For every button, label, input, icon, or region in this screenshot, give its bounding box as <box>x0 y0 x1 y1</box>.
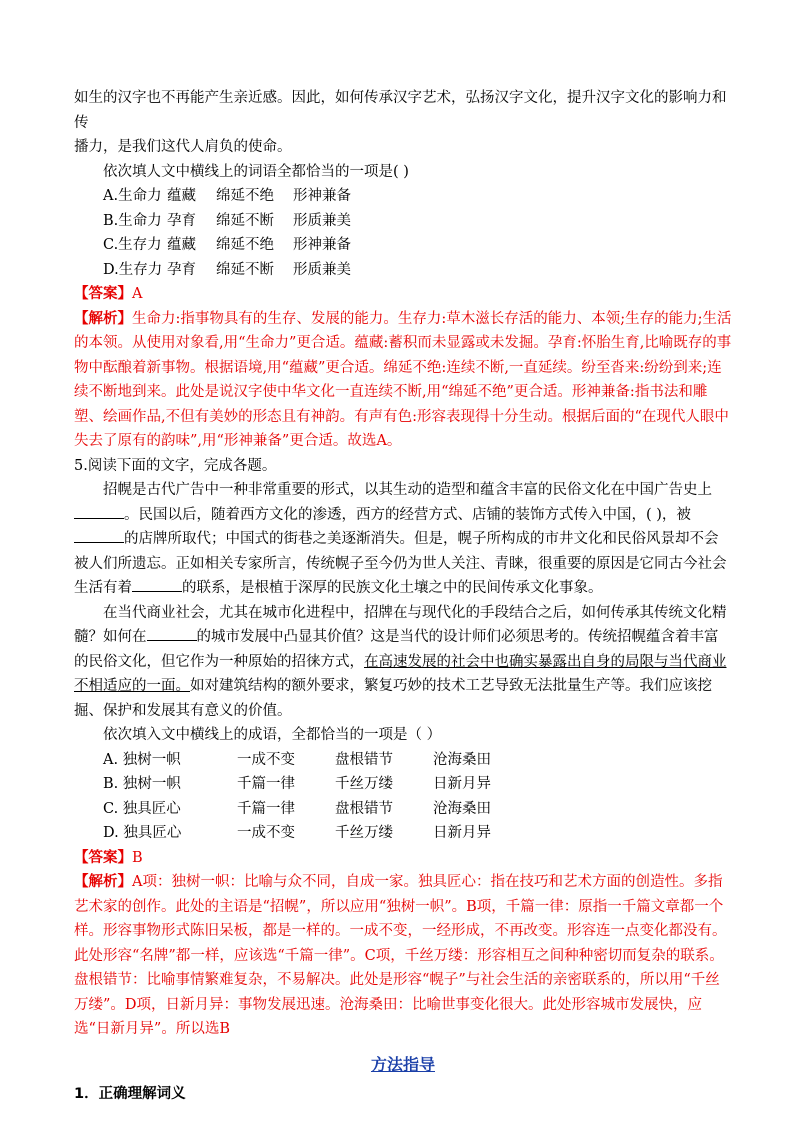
option-cell: B. 独树一帜 <box>103 776 181 792</box>
section-title: 方法指导 <box>370 1054 435 1074</box>
text-segment: 的城市发展中凸显其价值？这是当代的设计师们必须思考的。传统招幌蕴含着丰富的民俗文化，但它作为一种原始的招徕方式， <box>74 629 719 670</box>
option-cell: D.生存力 <box>103 261 163 278</box>
option-cell: 蕴藏 <box>167 188 196 204</box>
q5-option-d <box>74 821 732 846</box>
q5-option-b <box>74 772 732 797</box>
option-cell: 绵延不断 <box>216 212 274 229</box>
q4-analysis <box>74 307 732 454</box>
option-cell: 千篇一律 <box>237 776 295 792</box>
option-cell: A.生命力 <box>103 188 162 204</box>
option-cell: D. 独具匠心 <box>103 825 182 841</box>
q5-option-c <box>74 797 732 822</box>
q4-question: 依次填人文中横线上的词语全都恰当的一项是( ) <box>103 163 409 180</box>
option-cell: 绵延不绝 <box>216 188 274 204</box>
option-cell: C.生存力 <box>103 237 162 253</box>
option-cell: 形神兼备 <box>293 188 351 204</box>
option-cell: 形质兼美 <box>293 212 351 229</box>
intro-line-2: 播力，是我们这代人肩负的使命。 <box>74 139 292 155</box>
option-cell: A. 独树一帜 <box>103 751 181 768</box>
analysis-label: 【解析】 <box>74 873 132 890</box>
q4-option-a <box>74 184 732 209</box>
option-cell: 绵延不绝 <box>216 237 274 253</box>
document-page <box>74 86 732 1106</box>
q5-answer <box>74 846 732 871</box>
analysis-label: 【解析】 <box>74 309 132 327</box>
option-cell: 形质兼美 <box>293 261 351 278</box>
text-segment: 如对建筑结构的额外要求，繁复巧妙的技术工艺导致无法批量生产等。我们应该挖掘、保护和发展其有意义的价值。 <box>74 678 712 719</box>
option-cell: 千丝万缕 <box>335 825 393 841</box>
text-segment: 的联系，是根植于深厚的民族文化土壤之中的民间传承文化事象。 <box>182 580 603 596</box>
q5-option-a <box>74 748 732 773</box>
text-segment: 招幌是古代广告中一种非常重要的形式，以其生动的造型和蕴含丰富的民俗文化在中国广告史上 <box>103 482 712 498</box>
answer-value: B <box>132 849 143 866</box>
analysis-text: 生命力:指事物具有的生存、发展的能力。生存力:草木滋长存活的能力、本领;生存的能力;生活的本领。从使用对象看,用“生命力”更合适。蕴藏:蓄积而未显露或未发掘。孕育:怀胎生育,比喻既存的事物中酝酿着新事物。根据语境,用“蕴藏”更合适。绵延不绝:连续不断,一直延续。纷至沓来:纷纷到来;连续不断地到来。此处是说汉字使中华文化一直连续不断,用“绵延不绝”更合适。形神兼备:指书法和雕塑、绘画作品,不但有美妙的形态且有神韵。有声有色:形容表现得十分生动。根据后面的“在现代人眼中失去了原有的韵味”,用“形神兼备”更合适。故选A。 <box>74 310 732 449</box>
section-heading: 1．正确理解词义 <box>74 1085 186 1102</box>
q4-answer <box>74 282 732 307</box>
option-cell: 蕴藏 <box>167 237 196 253</box>
q5-question: 依次填入文中横线上的成语，全都恰当的一项是（ ） <box>103 727 442 743</box>
option-cell: B.生命力 <box>103 212 162 229</box>
fill-blank <box>74 528 124 543</box>
underlined-sentence: 在高速发展的社会中也确实暴露出自身的局限与当代商业不相适应的一面。 <box>74 653 727 694</box>
q4-options <box>74 184 732 282</box>
option-cell: 沧海桑田 <box>433 751 491 768</box>
option-cell: 沧海桑田 <box>433 800 491 817</box>
answer-value: A <box>132 286 143 302</box>
q5-analysis <box>74 870 732 1042</box>
analysis-text: A项：独树一帜：比喻与众不同，自成一家。独具匠心：指在技巧和艺术方面的创造性。多指艺术家的创作。此处的主语是“招幌”，所以应用“独树一帜”。B项，千篇一律：原指一千篇文章都一个样。形容事物形式陈旧呆板，都是一样的。一成不变，一经形成，不再改变。形容连一点变化都没有。此处形容“名牌”都一样，应该选“千篇一律”。C项，千丝万缕：形容相互之间种种密切而复杂的联系。盘根错节：比喻事情繁难复杂，不易解决。此处是形容“幌子”与社会生活的亲密联系的，所以用“千丝万缕”。D项，日新月异：事物发展迅速。沧海桑田：比喻世事变化很大。此处形容城市发展快，应选“日新月异”。所以选B <box>74 874 727 1037</box>
fill-blank <box>74 504 124 519</box>
fill-blank <box>132 577 182 592</box>
option-cell: 日新月异 <box>433 825 491 841</box>
option-cell: C. 独具匠心 <box>103 800 181 817</box>
q5-paragraph-2 <box>74 601 732 724</box>
fill-blank <box>147 626 197 641</box>
q4-option-c <box>74 233 732 258</box>
q4-option-b <box>74 209 732 234</box>
text-segment: 的店牌所取代；中国式的街巷之美逐渐消失。但是，幌子所构成的市井文化和民俗风景却不会被人们所遗忘。正如相关专家所言，传统幌子至今仍为世人关注、青睐，很重要的原因是它同古今社会生活有着 <box>74 531 727 596</box>
answer-label: 【答案】 <box>74 285 132 302</box>
option-cell: 一成不变 <box>237 825 295 841</box>
answer-label: 【答案】 <box>74 848 132 866</box>
intro-paragraph <box>74 86 732 160</box>
option-cell: 绵延不断 <box>216 261 274 278</box>
q5-options <box>74 748 732 846</box>
option-cell: 盘根错节 <box>335 751 393 768</box>
option-cell: 日新月异 <box>433 776 491 792</box>
option-cell: 孕育 <box>167 212 196 229</box>
option-cell: 一成不变 <box>237 751 295 768</box>
option-cell: 盘根错节 <box>335 800 393 817</box>
text-segment: 在当代商业社会，尤其在城市化进程中，招牌在与现代化的手段结合之后，如何传承其传统文化精髓？如何在 <box>74 604 727 645</box>
option-cell: 形神兼备 <box>293 237 351 253</box>
option-cell: 千丝万缕 <box>335 776 393 792</box>
intro-line-1: 如生的汉字也不再能产生亲近感。因此，如何传承汉字艺术，弘扬汉字文化，提升汉字文化的影响力和传 <box>74 90 727 131</box>
q5-heading: 5.阅读下面的文字，完成各题。 <box>74 457 277 474</box>
q4-option-d <box>74 258 732 283</box>
option-cell: 千篇一律 <box>237 800 295 817</box>
q5-paragraph-1 <box>74 478 732 601</box>
text-segment: 。民国以后，随着西方文化的渗透，西方的经营方式、店铺的装饰方式传入中国，( )，被 <box>124 506 691 523</box>
option-cell: 孕育 <box>167 261 196 278</box>
